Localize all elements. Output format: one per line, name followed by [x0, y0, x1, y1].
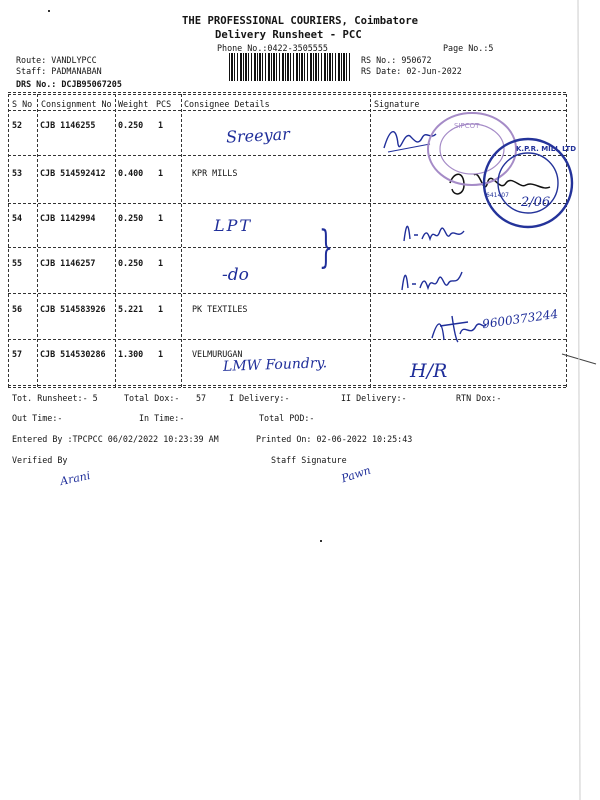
route-label: Route: VANDLYPCC — [16, 55, 97, 65]
row-pcs: 1 — [158, 213, 164, 223]
staff-label: Staff: PADMANABAN — [16, 66, 102, 76]
staff-signature-label: Staff Signature — [271, 455, 347, 465]
handwritten-signature-hr: H/R — [410, 360, 448, 382]
total-pod: Total POD:- — [259, 413, 315, 423]
row-weight: 1.300 — [118, 349, 144, 359]
entered-by: Entered By :TPCPCC 06/02/2022 10:23:39 AM — [12, 434, 219, 444]
barcode-image — [229, 53, 351, 81]
total-dox-value: 57 — [196, 393, 207, 403]
runsheet-title: Delivery Runsheet - PCC — [215, 29, 362, 41]
row-pcs: 1 — [158, 304, 164, 314]
row-consignment: CJB 1146255 — [40, 120, 96, 130]
verified-by-label: Verified By — [12, 455, 68, 465]
i-delivery: I Delivery:- — [229, 393, 290, 403]
col-header-signature: Signature — [374, 99, 420, 109]
row-divider — [8, 247, 566, 248]
row-weight: 0.250 — [118, 120, 144, 130]
handwritten-verifier-signature: Arani — [58, 468, 92, 489]
handwritten-date: 2/06 — [521, 195, 551, 210]
row-consignment: CJB 514592412 — [40, 168, 106, 178]
handwritten-consignee-ditto: -do — [222, 265, 249, 285]
row-pcs: 1 — [158, 258, 164, 268]
total-runsheet: Tot. Runsheet:- 5 — [12, 393, 98, 403]
row-pcs: 1 — [158, 120, 164, 130]
row-divider — [8, 293, 566, 294]
rs-date: RS Date: 02-Jun-2022 — [361, 66, 462, 76]
printed-on: Printed On: 02-06-2022 10:25:43 — [256, 434, 413, 444]
row-weight: 0.250 — [118, 213, 144, 223]
row-sno: 53 — [12, 168, 23, 178]
total-dox-label: Total Dox:- — [124, 393, 180, 403]
curly-brace-mark: } — [319, 222, 333, 273]
rs-number: RS No.: 950672 — [361, 55, 432, 65]
row-sno: 55 — [12, 258, 23, 268]
kpr-mill-stamp-text: K.P.R. MILL LTD — [516, 145, 577, 153]
table-top-rule — [8, 92, 566, 93]
handwritten-consignee-lpt: LPT — [214, 216, 253, 235]
ink-dot — [320, 540, 322, 542]
row-consignment: CJB 1146257 — [40, 258, 96, 268]
row-consignment: CJB 514530286 — [40, 349, 106, 359]
page-number: Page No.:5 — [443, 43, 494, 53]
row-weight: 0.400 — [118, 168, 144, 178]
row-consignee: KPR MILLS — [192, 168, 238, 178]
row-consignment: CJB 1142994 — [40, 213, 96, 223]
sipcot-stamp-text: SIPCOT — [454, 122, 480, 130]
row-sno: 52 — [12, 120, 23, 130]
handwritten-consignee-lmw: LMW Foundry. — [222, 355, 328, 375]
handwritten-staff-signature: Pawn — [339, 463, 373, 486]
page-edge-line — [576, 0, 586, 800]
row-weight: 0.250 — [118, 258, 144, 268]
row-sno: 54 — [12, 213, 23, 223]
handwritten-consignee-sreeyar: Sreeyar — [225, 124, 291, 147]
row-consignee: PK TEXTILES — [192, 304, 248, 314]
company-name: THE PROFESSIONAL COURIERS, Coimbatore — [182, 15, 418, 27]
col-line — [370, 94, 371, 387]
col-header-consignment: Consignment No — [41, 99, 112, 109]
col-line — [37, 94, 38, 387]
col-line — [8, 94, 9, 387]
row-consignment: CJB 514583926 — [40, 304, 106, 314]
col-header-consignee: Consignee Details — [184, 99, 270, 109]
ii-delivery: II Delivery:- — [341, 393, 407, 403]
col-header-weight: Weight — [118, 99, 149, 109]
table-bottom-rule-2 — [8, 387, 566, 388]
col-header-pcs: PCS — [156, 99, 172, 109]
row-weight: 5.221 — [118, 304, 144, 314]
in-time: In Time:- — [139, 413, 185, 423]
col-line — [115, 94, 116, 387]
signature-scribble-row56 — [428, 312, 488, 346]
handwritten-phone-number: 9600373244 — [481, 306, 559, 332]
phone-number: Phone No.:0422-3505555 — [217, 43, 328, 53]
table-top-rule-2 — [8, 94, 566, 95]
table-bottom-rule — [8, 385, 566, 386]
row-sno: 56 — [12, 304, 23, 314]
col-header-sno: S No — [12, 99, 33, 109]
row-consignee: VELMURUGAN — [192, 349, 243, 359]
signature-scribble-row54 — [398, 215, 468, 247]
ink-dot — [48, 10, 50, 12]
out-time: Out Time:- — [12, 413, 63, 423]
col-line — [181, 94, 182, 387]
row-sno: 57 — [12, 349, 23, 359]
row-pcs: 1 — [158, 349, 164, 359]
row-pcs: 1 — [158, 168, 164, 178]
kpr-mill-stamp — [480, 135, 576, 231]
kpr-mill-stamp-pin: 641407 — [486, 192, 509, 199]
signature-scribble-row55 — [396, 262, 466, 294]
drs-number: DRS No.: DCJB95067205 — [16, 79, 122, 89]
rtn-dox: RTN Dox:- — [456, 393, 502, 403]
